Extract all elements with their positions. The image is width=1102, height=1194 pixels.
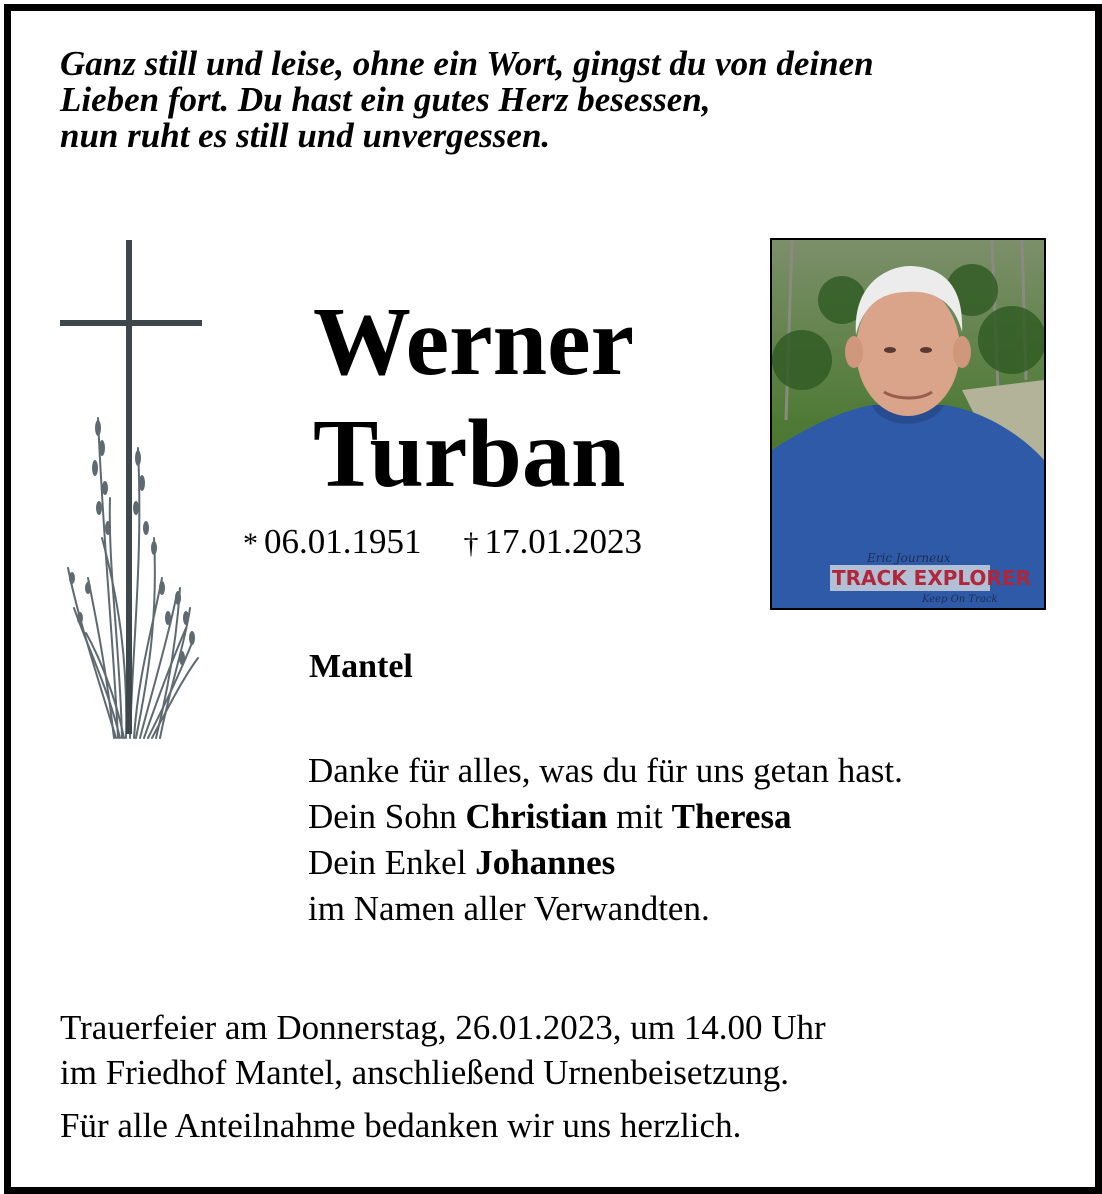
shirt-text-2: TRACK EXPLORER: [832, 566, 1031, 590]
service-info: [60, 1005, 826, 1148]
first-name: Werner: [313, 288, 635, 396]
poem-line-1: Ganz still und leise, ohne ein Wort, gingst du von deinen: [60, 44, 874, 83]
grandson-name: Johannes: [475, 843, 616, 882]
service-line-3: Für alle Anteilnahme bedanken wir uns herzlich.: [60, 1106, 742, 1145]
life-dates: [243, 522, 642, 562]
birth-date: 06.01.1951: [264, 522, 422, 561]
death-dagger-icon: †: [463, 527, 479, 560]
grandson-line: [308, 840, 903, 886]
relatives-line: im Namen aller Verwandten.: [308, 889, 710, 928]
service-line-1: Trauerfeier am Donnerstag, 26.01.2023, um 14.00 Uhr: [60, 1008, 826, 1047]
partner-name: Theresa: [671, 797, 792, 836]
son-name: Christian: [465, 797, 608, 836]
son-mid: mit: [607, 797, 672, 836]
poem: [60, 46, 874, 154]
birth-star-icon: *: [243, 527, 258, 560]
shirt-text-1: Eric Journeux: [867, 551, 951, 565]
place-name: Mantel: [309, 648, 413, 685]
cross-with-grass-icon: [58, 238, 208, 743]
son-prefix: Dein Sohn: [308, 797, 466, 836]
son-line: [308, 794, 903, 840]
shirt-text-3: Keep On Track: [922, 594, 998, 605]
grandson-prefix: Dein Enkel: [308, 843, 476, 882]
death-date: 17.01.2023: [484, 522, 642, 561]
thanks-block: [308, 748, 903, 932]
service-line-2: im Friedhof Mantel, anschließend Urnenbeisetzung.: [60, 1053, 789, 1092]
poem-line-2: Lieben fort. Du hast ein gutes Herz besessen,: [60, 80, 711, 119]
poem-line-3: nun ruht es still und unvergessen.: [60, 116, 551, 155]
thanks-line: Danke für alles, was du für uns getan hast.: [308, 751, 903, 790]
deceased-name: [313, 286, 634, 510]
portrait-photo: [770, 238, 1046, 610]
last-name: Turban: [313, 400, 626, 508]
